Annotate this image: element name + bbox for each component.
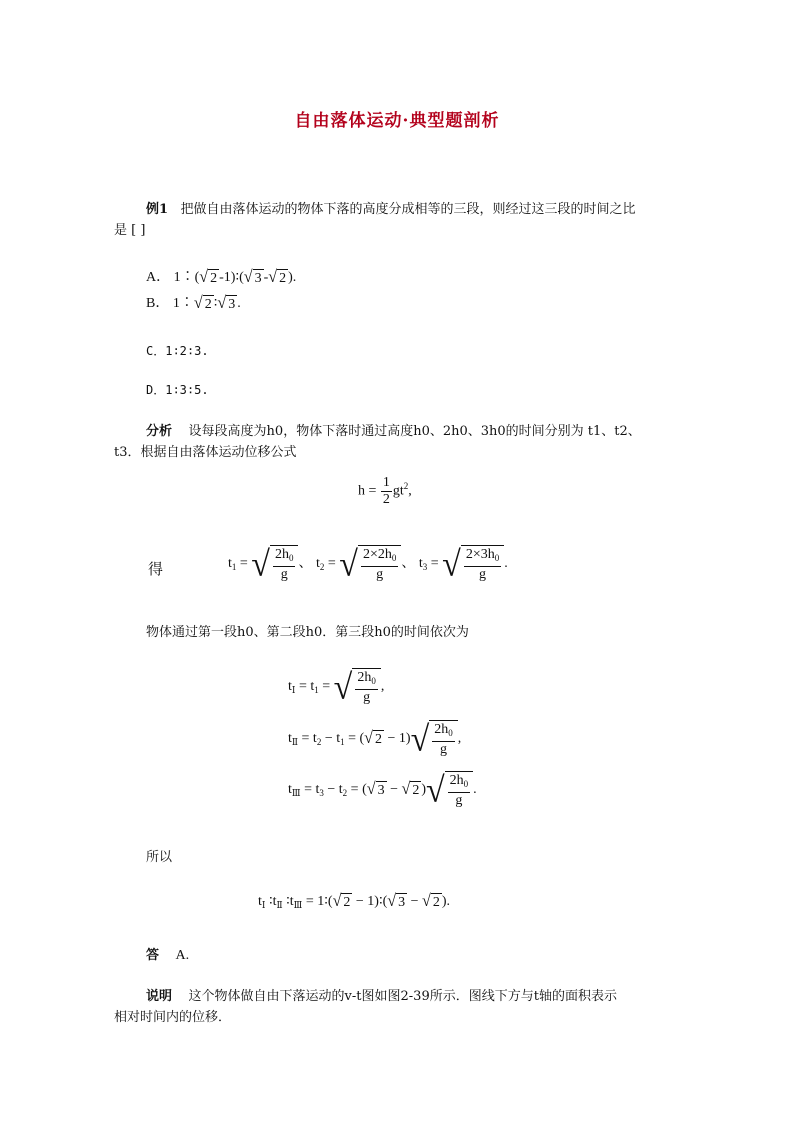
formula-t-values: $t_1$ = √ $\frac{2h_0}{g}$ 、 $t_2$ = √ $\frac{2\times 2h_0}{g}$ 、 $t_3$ = √ $\frac{2\times 3h_0}{g}$ . [228, 545, 508, 584]
example-question-line1 [146, 198, 635, 217]
analysis-line3: 物体通过第一段h0、第二段h0．第三段h0的时间依次为 [146, 625, 469, 640]
formula-h: h = $\frac{1}{2}$ $gt^2$, [358, 475, 412, 507]
option-a-label: A． [146, 270, 171, 285]
answer-label: 答 [146, 948, 160, 963]
answer-line [146, 944, 189, 964]
note-line2: 相对时间内的位移． [114, 1010, 232, 1025]
example-question-text: 把做自由落体运动的物体下落的高度分成相等的三段，则经过这三段的时间之比 [180, 202, 636, 217]
suoyi-text: 所以 [146, 850, 173, 865]
formula-tIII: $t_Ⅲ = t_3 - t_2$ = (√ 3 − √ 2 )√ $\frac{2h_0}{g}$ . [288, 771, 477, 810]
analysis-line1 [146, 420, 641, 439]
example-question-line2: 是 [ ] [114, 223, 146, 238]
option-d: D．1∶3∶5. [146, 383, 209, 397]
analysis-line2: t3．根据自由落体运动位移公式 [114, 445, 297, 460]
option-a: A． 1∶(√ 2 -1)∶(√ 3 -√ 2 ). [146, 268, 297, 287]
analysis-label: 分析 [146, 424, 173, 439]
analysis-text1: 设每段高度为h0，物体下落时通过高度h0、2h0、3h0的时间分别为 t1、t2、 [188, 424, 641, 439]
page-title: 自由落体运动·典型题剖析 [294, 111, 500, 131]
note-line1 [146, 985, 617, 1004]
option-b-label: B． [146, 296, 170, 311]
example-label: 例1 [146, 202, 169, 217]
de-text: 得 [148, 560, 164, 578]
note-text1: 这个物体做自由下落运动的v-t图如图2-39所示．图线下方与t轴的面积表示 [188, 989, 617, 1004]
formula-tI: $t_Ⅰ = t_1$ = √ $\frac{2h_0}{g}$ , [288, 668, 385, 707]
option-c: C．1∶2∶3. [146, 344, 209, 358]
formula-tII: $t_Ⅱ = t_2 - t_1$ = (√ 2 − 1)√ $\frac{2h_0}{g}$ , [288, 720, 462, 759]
note-label: 说明 [146, 989, 173, 1004]
option-b: B． 1∶√ 2 ∶√ 3 . [146, 294, 241, 313]
answer-value: A. [175, 948, 190, 963]
formula-ratio: $t_Ⅰ$ $∶t_Ⅱ$ $∶t_Ⅲ$ = 1∶(√ 2 − 1)∶(√ 3 − √ 2 ). [258, 892, 451, 911]
